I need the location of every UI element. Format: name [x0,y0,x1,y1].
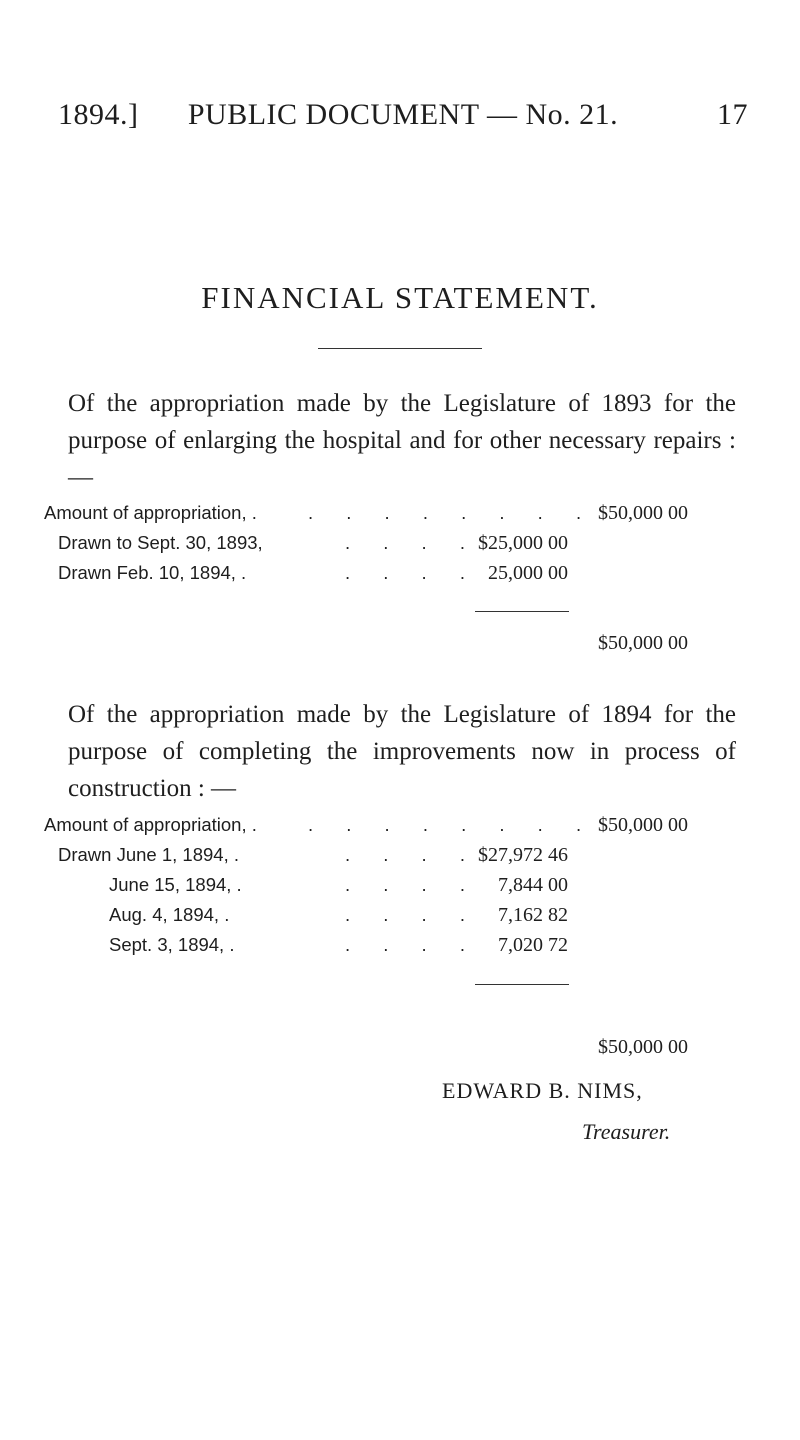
page-title: FINANCIAL STATEMENT. [201,280,599,315]
row-label: Aug. 4, 1894, . [109,904,230,925]
section2-row [0,814,800,842]
leader-dots: . . . . [345,562,479,583]
section1-row [0,562,800,590]
row-amount: $27,972 46 [478,844,568,866]
row-label: Amount of appropriation, . [44,502,257,523]
section2-row [0,844,800,872]
page-number: 17 [717,98,748,131]
leader-dots: . . . . . . . . [308,502,596,523]
section2-row [0,904,800,932]
signatory-name: EDWARD B. NIMS, [442,1078,643,1103]
section1-intro: Of the appropriation made by the Legislature of 1893 for the purpose of enlarging the hospital and for other necessary repairs : — [68,390,736,491]
row-amount: $50,000 00 [598,814,688,836]
leader-dots: . . . . [345,904,479,925]
leader-dots: . . . . [345,874,479,895]
section1-row [0,502,800,530]
total-amount: $50,000 00 [598,1036,688,1058]
row-amount: $50,000 00 [598,502,688,524]
section1-total [0,632,800,660]
total-amount: $50,000 00 [598,632,688,654]
row-label: Sept. 3, 1894, . [109,934,235,955]
section1-row [0,532,800,560]
leader-dots: . . . . [345,532,479,553]
row-label: Drawn Feb. 10, 1894, . [58,562,247,583]
running-header [58,98,748,138]
title-divider [318,348,482,349]
leader-dots: . . . . . . . . [308,814,596,835]
sum-rule [475,984,569,985]
row-label: June 15, 1894, . [109,874,242,895]
row-amount: 25,000 00 [488,562,568,584]
signatory-title: Treasurer. [582,1119,671,1144]
row-label: Drawn June 1, 1894, . [58,844,239,865]
section2-total [0,1036,800,1064]
header-title: PUBLIC DOCUMENT — No. 21. [187,98,619,131]
leader-dots: . . . . [345,934,479,955]
header-year: 1894.] [58,98,139,131]
row-label: Amount of appropriation, . [44,814,257,835]
sum-rule [475,611,569,612]
section2-row [0,874,800,902]
row-amount: 7,844 00 [498,874,568,896]
row-amount: 7,162 82 [498,904,568,926]
section2-row [0,934,800,962]
row-amount: $25,000 00 [478,532,568,554]
row-label: Drawn to Sept. 30, 1893, [58,532,263,553]
row-amount: 7,020 72 [498,934,568,956]
section2-intro: Of the appropriation made by the Legislature of 1894 for the purpose of completing the improvements now in process of construction : — [68,701,736,802]
leader-dots: . . . . [345,844,479,865]
